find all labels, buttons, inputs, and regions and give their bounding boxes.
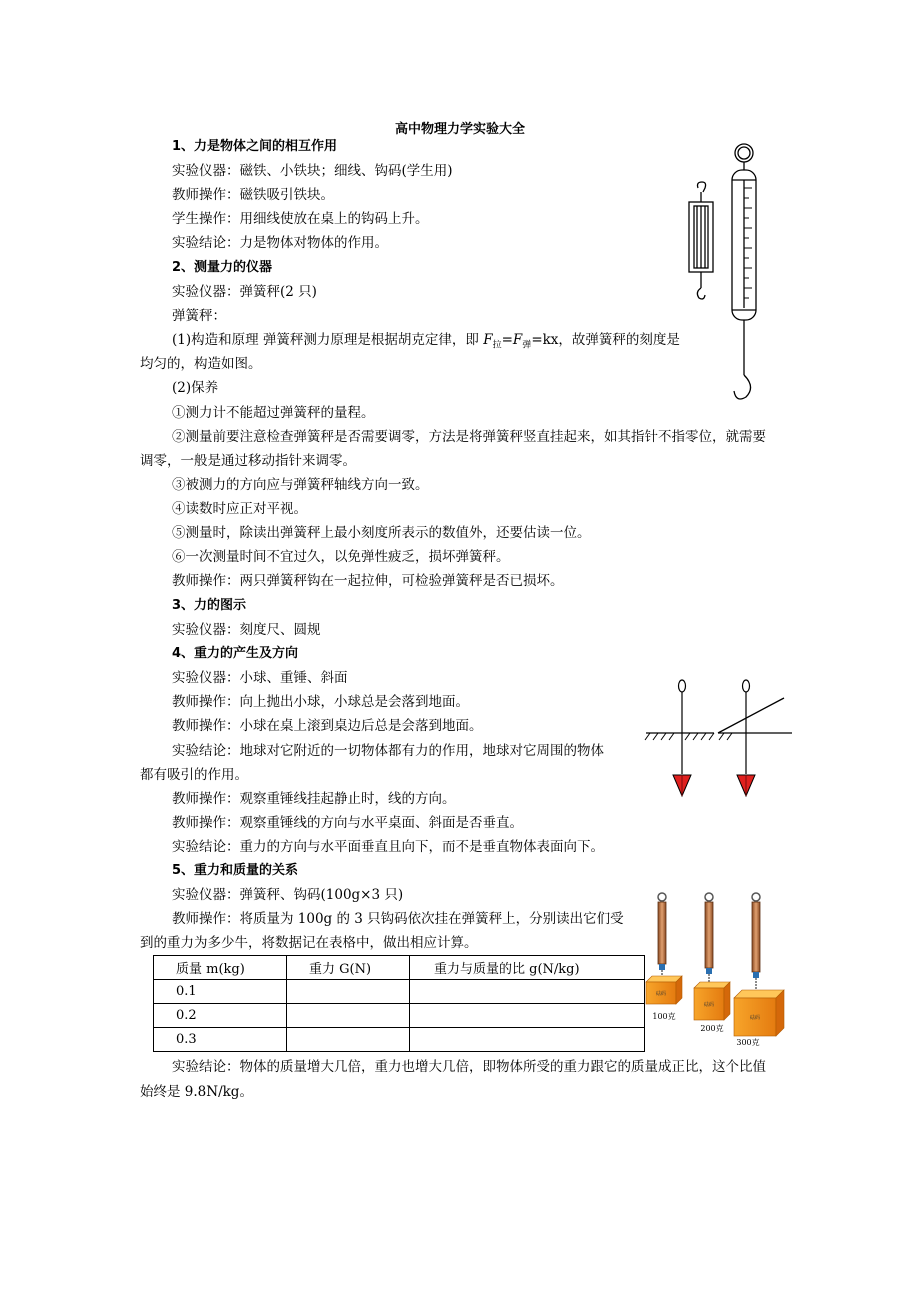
section-3-heading: 3、力的图示 (172, 598, 247, 613)
page-title: 高中物理力学实验大全 (394, 122, 525, 137)
table-row (154, 980, 645, 1004)
box-label-200: 砝码 (703, 1002, 715, 1008)
s1-line-4: 实验结论：力是物体对物体的作用。 (172, 235, 388, 251)
s2-p1-text-a: (1)构造和原理 弹簧秤测力原理是根据胡克定律，即 (172, 332, 484, 348)
s5-conclusion: 实验结论：物体的质量增大几倍，重力也增大几倍，即物体所受的重力跟它的质量成正比，这个比值 (172, 1059, 766, 1075)
s1-line-1: 实验仪器：磁铁、小铁块；细线、钩码(学生用) (172, 163, 453, 179)
s2-paragraph-2: (2)保养 (172, 380, 219, 396)
section-4-heading: 4、重力的产生及方向 (172, 646, 299, 661)
table-cell: 0.2 (154, 1004, 287, 1028)
s4-line-7: 实验结论：重力的方向与水平面垂直且向下，而不是垂直物体表面向下。 (172, 839, 604, 855)
table-header: 重力与质量的比 g(N/kg) (410, 956, 645, 980)
s4-line-3: 教师操作：小球在桌上滚到桌边后总是会落到地面。 (172, 718, 483, 734)
scale-100g-icon (646, 893, 682, 1004)
weight-label-200g: 200克 (700, 1024, 724, 1033)
table-cell (410, 1004, 645, 1028)
formula-sub-1: 拉 (492, 340, 502, 351)
box-label-100: 砝码 (655, 991, 667, 997)
weight-label-300g: 300克 (736, 1038, 760, 1047)
spring-scale-figure (680, 140, 790, 410)
s2-line-2: 弹簧秤： (172, 308, 226, 324)
formula-f-2: F (512, 332, 523, 348)
s5-line-2: 教师操作：将质量为 100g 的 3 只钩码依次挂在弹簧秤上，分别读出它们受 (172, 911, 624, 927)
s4-line-4: 实验结论：地球对它附近的一切物体都有力的作用，地球对它周围的物体 (172, 743, 604, 759)
large-spring-scale-icon (732, 144, 756, 399)
small-spring-scale-icon (689, 182, 713, 299)
table-header: 重力 G(N) (287, 956, 410, 980)
s4-line-6: 教师操作：观察重锤线的方向与水平桌面、斜面是否垂直。 (172, 815, 523, 831)
scale-200g-icon (694, 893, 730, 1020)
s2-item-5: ⑤测量时，除读出弹簧秤上最小刻度所表示的数值外，还要估读一位。 (172, 525, 591, 541)
box-label-300: 砝码 (749, 1015, 761, 1021)
s2-item-2-cont: 调零，一般是通过移动指针来调零。 (140, 453, 356, 469)
s2-item-3: ③被测力的方向应与弹簧秤轴线方向一致。 (172, 477, 429, 493)
s4-line-5: 教师操作：观察重锤线挂起静止时，线的方向。 (172, 791, 456, 807)
plumb-line-incline-icon (718, 680, 792, 796)
formula-eq: = (501, 332, 513, 348)
s5-line-1: 实验仪器：弹簧秤、钩码(100g×3 只) (172, 887, 404, 903)
table-row (154, 1004, 645, 1028)
table-cell (287, 1004, 410, 1028)
table-cell (287, 980, 410, 1004)
formula-sub-2: 弹 (522, 340, 532, 351)
s1-line-3: 学生操作：用细线使放在桌上的钩码上升。 (172, 211, 429, 227)
table-header: 质量 m(kg) (154, 956, 287, 980)
s2-p1-text-b: =kx，故弹簧秤的刻度是 (531, 332, 680, 348)
table-cell (410, 980, 645, 1004)
table-cell (410, 1028, 645, 1052)
section-2-heading: 2、测量力的仪器 (172, 260, 273, 275)
table-cell: 0.1 (154, 980, 287, 1004)
s2-item-6: ⑥一次测量时间不宜过久，以免弹性疲乏，损坏弹簧秤。 (172, 549, 510, 565)
s2-item-2: ②测量前要注意检查弹簧秤是否需要调零，方法是将弹簧秤竖直挂起来，如其指针不指零位，就需要 (172, 429, 766, 445)
s2-paragraph-1 (172, 330, 680, 356)
plumb-line-horizontal-icon (645, 680, 714, 796)
table-header-row (154, 956, 645, 980)
s1-line-2: 教师操作：磁铁吸引铁块。 (172, 187, 334, 203)
s4-line-4-cont: 都有吸引的作用。 (140, 767, 248, 783)
s2-paragraph-1-cont: 均匀的，构造如图。 (140, 356, 262, 372)
formula-f-1: F (483, 332, 493, 348)
s2-line-1: 实验仪器：弹簧秤(2 只) (172, 284, 317, 300)
section-1-heading: 1、力是物体之间的相互作用 (172, 139, 338, 154)
mass-weight-table (153, 955, 645, 1052)
s3-line-1: 实验仪器：刻度尺、圆规 (172, 622, 321, 638)
s4-line-1: 实验仪器：小球、重锤、斜面 (172, 670, 348, 686)
table-row (154, 1028, 645, 1052)
table-cell (287, 1028, 410, 1052)
s2-item-4: ④读数时应正对平视。 (172, 501, 307, 517)
s5-line-2-cont: 到的重力为多少牛，将数据记在表格中，做出相应计算。 (140, 935, 478, 951)
s4-line-2: 教师操作：向上抛出小球，小球总是会落到地面。 (172, 694, 469, 710)
s2-line-3: 教师操作：两只弹簧秤钩在一起拉伸，可检验弹簧秤是否已损坏。 (172, 573, 564, 589)
weight-label-100g: 100克 (652, 1012, 676, 1021)
plumb-line-figure (644, 676, 794, 800)
s5-conclusion-cont: 始终是 9.8N/kg。 (140, 1084, 253, 1100)
table-cell: 0.3 (154, 1028, 287, 1052)
section-5-heading: 5、重力和质量的关系 (172, 863, 299, 878)
weights-figure (642, 888, 792, 1048)
s2-item-1: ①测力计不能超过弹簧秤的量程。 (172, 405, 375, 421)
